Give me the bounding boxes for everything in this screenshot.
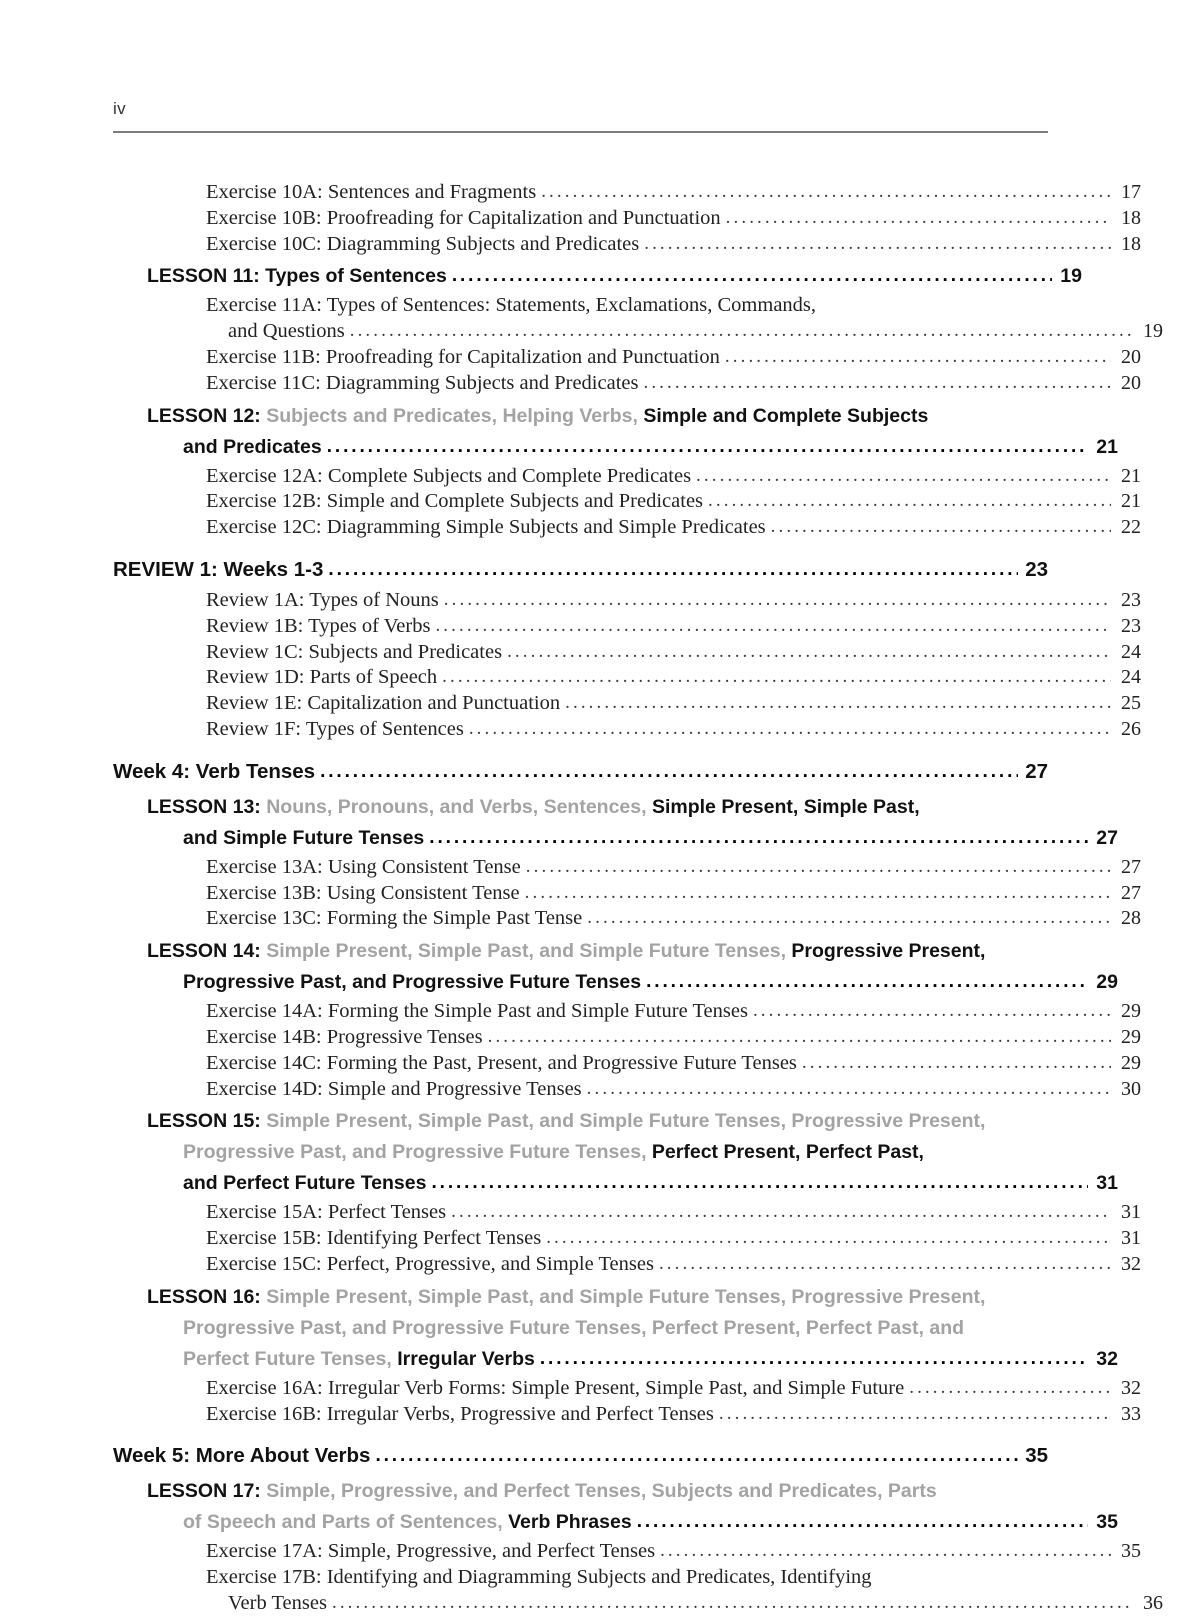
toc-entry-text: [183, 1313, 964, 1344]
toc-entry-line: [113, 1440, 1048, 1472]
dot-leader: [696, 466, 1111, 487]
toc-entry-text: [206, 1077, 582, 1103]
entry-title: Exercise 14D: Simple and Progressive Tenses: [206, 1077, 582, 1100]
toc-entry[interactable]: [113, 261, 1082, 292]
page-number-value: 35: [1096, 1511, 1118, 1534]
page-number-value: 18: [1121, 232, 1141, 255]
dot-leader: [429, 828, 1088, 848]
previous-topics: Simple Present, Simple Past, and Simple Future Tenses, Progressive Present,: [266, 1285, 986, 1308]
toc-entry-text: [206, 1539, 655, 1565]
header-divider: [113, 131, 1048, 133]
lesson-label: LESSON 17:: [147, 1480, 267, 1503]
page-number-value: 26: [1121, 717, 1141, 740]
toc-entry[interactable]: [113, 614, 1141, 640]
toc-entry-text: [206, 293, 816, 319]
previous-topics: Progressive Past, and Progressive Future Tenses, Perfect Present, Perfect Past, and: [183, 1316, 965, 1339]
toc-entry[interactable]: [113, 1077, 1141, 1103]
toc-entry-text: [206, 345, 720, 371]
toc-entry-line: [206, 1376, 1141, 1402]
page-header: [113, 100, 1048, 133]
entry-title: and Questions: [228, 320, 345, 343]
toc-entry-line: [113, 554, 1048, 586]
toc-entry[interactable]: [113, 936, 1118, 998]
page-number-value: 29: [1121, 1000, 1141, 1023]
dot-leader: [909, 1378, 1111, 1399]
toc-entry-line: [206, 515, 1141, 541]
toc-entry-line: [147, 1106, 1082, 1137]
toc-entry-line: [206, 371, 1141, 397]
toc-entry[interactable]: [113, 1282, 1118, 1375]
toc-entry[interactable]: [113, 1252, 1141, 1278]
toc-entry-line: [206, 345, 1141, 371]
toc-entry[interactable]: [113, 665, 1141, 691]
toc-entry[interactable]: [113, 489, 1141, 515]
entry-title: Exercise 11A: Types of Sentences: Statements, Exclamations, Commands,: [206, 294, 817, 317]
entry-title: Exercise 10B: Proofreading for Capitalization and Punctuation: [206, 206, 721, 229]
toc-entry-text: [206, 1376, 904, 1402]
toc-entry-line: [147, 1313, 1118, 1344]
toc-entry-text: [206, 999, 748, 1025]
toc-entry-line: [147, 1344, 1118, 1375]
toc-entry-text: [147, 1476, 937, 1507]
toc-entry-text: [228, 1591, 327, 1617]
toc-entry-text: [206, 232, 639, 258]
toc-entry-text: [183, 823, 424, 854]
new-topics: Verb Phrases: [508, 1511, 632, 1534]
toc-entry[interactable]: [113, 464, 1141, 490]
toc-entry[interactable]: [113, 345, 1141, 371]
toc-entry-line: [206, 1200, 1141, 1226]
entry-title: REVIEW 1: Weeks 1-3: [113, 557, 324, 581]
page-number-value: 30: [1121, 1077, 1141, 1100]
toc-entry-text: [206, 1200, 446, 1226]
page-number-value: 25: [1121, 692, 1141, 715]
new-topics: Perfect Present, Perfect Past,: [651, 1141, 924, 1164]
toc-entry-line: [147, 792, 1082, 823]
dot-leader: [771, 517, 1111, 538]
toc-entry-line: [206, 206, 1141, 232]
toc-entry-text: [206, 180, 536, 206]
toc-entry-text: [147, 401, 928, 432]
entry-title: Exercise 16A: Irregular Verb Forms: Simple Present, Simple Past, and Simple Future: [206, 1376, 905, 1399]
new-topics: Progressive Past, and Progressive Future Tenses: [183, 971, 642, 994]
toc-entry-text: [206, 906, 582, 932]
new-topics: Simple Present, Simple Past,: [651, 795, 920, 818]
toc-entry[interactable]: [113, 691, 1141, 717]
toc-entry-line: [206, 1025, 1141, 1051]
page-number-value: 20: [1121, 345, 1141, 368]
dot-leader: [802, 1053, 1111, 1074]
page-number-value: 23: [1121, 614, 1141, 637]
entry-title: Exercise 11B: Proofreading for Capitalization and Punctuation: [206, 345, 720, 368]
toc-entry[interactable]: [113, 1200, 1141, 1226]
dot-leader: [719, 1404, 1111, 1425]
toc-entry[interactable]: [113, 206, 1141, 232]
toc-entry-line: [147, 1507, 1118, 1538]
page-number-value: 21: [1096, 435, 1118, 458]
toc-entry-text: [206, 371, 638, 397]
table-of-contents: [113, 180, 1163, 1617]
toc-entry-text: [206, 614, 430, 640]
entry-title: Exercise 14A: Forming the Simple Past and Simple Future Tenses: [206, 1000, 748, 1023]
toc-entry-line: [206, 1252, 1141, 1278]
toc-entry-text: [206, 881, 520, 907]
toc-entry-text: [183, 1344, 535, 1375]
page-number-value: 32: [1121, 1252, 1141, 1275]
toc-entry[interactable]: [113, 180, 1141, 206]
toc-entry-line: [206, 1539, 1141, 1565]
dot-leader: [660, 1541, 1111, 1562]
lesson-label: LESSON 11:: [147, 265, 266, 288]
toc-entry-text: [183, 432, 322, 463]
page-number-value: 36: [1143, 1591, 1163, 1614]
toc-entry-line: [147, 1282, 1082, 1313]
toc-entry-line: [206, 1226, 1141, 1252]
page-number-value: 27: [1096, 826, 1118, 849]
toc-entry-line: [147, 1168, 1118, 1199]
toc-entry-line: [206, 881, 1141, 907]
entry-title: Exercise 13A: Using Consistent Tense: [206, 855, 521, 878]
new-topics: Progressive Present,: [791, 940, 986, 963]
toc-entry-line: [113, 756, 1048, 788]
entry-title: Exercise 12C: Diagramming Simple Subjects and Simple Predicates: [206, 516, 766, 539]
toc-entry-text: [206, 855, 521, 881]
toc-entry-line: [147, 936, 1082, 967]
toc-entry-line: [206, 1565, 1141, 1591]
toc-entry-text: [147, 1106, 985, 1137]
toc-entry-line: [206, 180, 1141, 206]
toc-entry[interactable]: [113, 881, 1141, 907]
toc-entry-text: [228, 319, 345, 345]
dot-leader: [726, 208, 1111, 229]
dot-leader: [637, 1512, 1088, 1532]
toc-entry-line: [147, 401, 1082, 432]
entry-title: Exercise 12A: Complete Subjects and Complete Predicates: [206, 464, 692, 487]
toc-entry-line: [206, 319, 1163, 345]
toc-entry-text: [206, 665, 437, 691]
toc-entry-text: [206, 464, 691, 490]
dot-leader: [540, 1349, 1088, 1369]
toc-entry[interactable]: [113, 1226, 1141, 1252]
entry-title: Verb Tenses: [228, 1591, 327, 1614]
page-number-value: 24: [1121, 666, 1141, 689]
toc-entry-text: [206, 1565, 872, 1591]
page-number-value: 24: [1121, 640, 1141, 663]
toc-entry-line: [206, 1402, 1141, 1428]
toc-entry[interactable]: [113, 1376, 1141, 1402]
toc-entry-line: [147, 823, 1118, 854]
toc-entry-line: [206, 1077, 1141, 1103]
page-number-value: 35: [1025, 1444, 1048, 1468]
dot-leader: [526, 857, 1111, 878]
toc-entry[interactable]: [113, 1051, 1141, 1077]
dot-leader: [451, 1202, 1111, 1223]
toc-entry[interactable]: [113, 371, 1141, 397]
toc-entry[interactable]: [113, 717, 1141, 743]
toc-entry-text: [183, 1168, 426, 1199]
page-number-value: 29: [1121, 1025, 1141, 1048]
toc-entry-text: [206, 206, 721, 232]
entry-title: Exercise 13C: Forming the Simple Past Tense: [206, 907, 583, 930]
toc-entry-line: [206, 855, 1141, 881]
dot-leader: [541, 182, 1111, 203]
toc-entry[interactable]: [113, 554, 1048, 586]
toc-entry[interactable]: [113, 515, 1141, 541]
toc-entry-text: [147, 261, 447, 292]
entry-title: Week 4: Verb Tenses: [113, 759, 316, 783]
dot-leader: [525, 883, 1111, 904]
page-number-value: 31: [1121, 1227, 1141, 1250]
previous-topics: Nouns, Pronouns, and Verbs, Sentences,: [266, 795, 652, 818]
entry-title: Exercise 12B: Simple and Complete Subjects and Predicates: [206, 490, 704, 513]
entry-title: Exercise 17A: Simple, Progressive, and Perfect Tenses: [206, 1540, 656, 1563]
toc-entry-line: [206, 665, 1141, 691]
page-number-value: 19: [1060, 265, 1082, 288]
entry-title: Review 1B: Types of Verbs: [206, 614, 431, 637]
page-number-value: 19: [1143, 320, 1163, 343]
dot-leader: [452, 266, 1052, 286]
dot-leader: [753, 1001, 1111, 1022]
dot-leader: [546, 1228, 1111, 1249]
previous-topics: Simple Present, Simple Past, and Simple Future Tenses, Progressive Present,: [266, 1110, 986, 1133]
dot-leader: [646, 972, 1088, 992]
toc-entry[interactable]: [113, 1565, 1163, 1617]
entry-title: Review 1D: Parts of Speech: [206, 666, 438, 689]
page-number-value: 23: [1121, 588, 1141, 611]
page-number-value: 27: [1121, 855, 1141, 878]
toc-entry-text: [147, 792, 920, 823]
toc-entry-line: [206, 1591, 1163, 1617]
entry-title: Exercise 14B: Progressive Tenses: [206, 1025, 483, 1048]
toc-entry-line: [206, 717, 1141, 743]
dot-leader: [488, 1027, 1111, 1048]
page-number-value: 27: [1025, 759, 1048, 783]
toc-entry-text: [113, 554, 323, 586]
toc-entry-line: [206, 232, 1141, 258]
toc-entry-text: [206, 640, 502, 666]
dot-leader: [587, 1079, 1111, 1100]
dot-leader: [643, 373, 1111, 394]
new-topics: Simple and Complete Subjects: [643, 404, 929, 427]
toc-entry-text: [206, 489, 703, 515]
previous-topics: Progressive Past, and Progressive Future Tenses,: [183, 1141, 652, 1164]
entry-title: Review 1F: Types of Sentences: [206, 717, 464, 740]
new-topics: and Perfect Future Tenses: [183, 1172, 427, 1195]
toc-entry-line: [206, 293, 1141, 319]
dot-leader: [565, 693, 1111, 714]
toc-entry-text: [206, 717, 464, 743]
page-number-value: 18: [1121, 206, 1141, 229]
dot-leader: [435, 616, 1111, 637]
toc-entry[interactable]: [113, 1025, 1141, 1051]
toc-entry-text: [113, 756, 315, 788]
toc-entry[interactable]: [113, 855, 1141, 881]
entry-title: Exercise 15C: Perfect, Progressive, and Simple Tenses: [206, 1252, 654, 1275]
toc-entry-text: [183, 1507, 632, 1538]
dot-leader: [431, 1173, 1088, 1193]
dot-leader: [659, 1254, 1111, 1275]
dot-leader: [327, 437, 1088, 457]
page-number-value: 29: [1096, 971, 1118, 994]
entry-title: Exercise 10C: Diagramming Subjects and Predicates: [206, 232, 640, 255]
page-number-value: 21: [1121, 464, 1141, 487]
page-number-value: 21: [1121, 490, 1141, 513]
toc-entry[interactable]: [113, 1476, 1118, 1538]
toc-entry-text: [206, 1402, 714, 1428]
dot-leader: [507, 642, 1111, 663]
entry-title: Exercise 15B: Identifying Perfect Tenses: [206, 1227, 542, 1250]
toc-entry-line: [147, 967, 1118, 998]
page-number-value: 20: [1121, 371, 1141, 394]
toc-entry[interactable]: [113, 401, 1118, 463]
dot-leader: [725, 347, 1111, 368]
toc-entry-line: [206, 640, 1141, 666]
toc-entry[interactable]: [113, 588, 1141, 614]
toc-entry-line: [206, 691, 1141, 717]
previous-topics: of Speech and Parts of Sentences,: [183, 1511, 509, 1534]
toc-entry-text: [206, 515, 766, 541]
new-topics: Types of Sentences: [265, 265, 447, 288]
toc-entry-line: [206, 588, 1141, 614]
toc-entry[interactable]: [113, 906, 1141, 932]
toc-entry-line: [206, 906, 1141, 932]
new-topics: and Predicates: [183, 435, 322, 458]
toc-entry-line: [147, 261, 1082, 292]
new-topics: Irregular Verbs: [397, 1347, 535, 1370]
new-topics: and Simple Future Tenses: [183, 826, 425, 849]
toc-entry[interactable]: [113, 640, 1141, 666]
page-number-value: 28: [1121, 907, 1141, 930]
page-number-value: 32: [1096, 1347, 1118, 1370]
dot-leader: [328, 560, 1018, 581]
entry-title: Exercise 11C: Diagramming Subjects and Predicates: [206, 371, 639, 394]
entry-title: Review 1A: Types of Nouns: [206, 588, 439, 611]
toc-entry-line: [206, 1051, 1141, 1077]
dot-leader: [350, 321, 1133, 342]
toc-entry[interactable]: [113, 293, 1163, 345]
page-number: iv: [113, 99, 126, 118]
entry-title: Exercise 14C: Forming the Past, Present, and Progressive Future Tenses: [206, 1051, 797, 1074]
entry-title: Exercise 13B: Using Consistent Tense: [206, 881, 520, 904]
toc-entry-text: [206, 1051, 797, 1077]
dot-leader: [587, 908, 1111, 929]
lesson-label: LESSON 15:: [147, 1110, 267, 1133]
page-number-value: 23: [1025, 557, 1048, 581]
previous-topics: Simple, Progressive, and Perfect Tenses, Subjects and Predicates, Parts: [266, 1480, 937, 1503]
toc-entry-line: [147, 432, 1118, 463]
toc-entry-text: [147, 1282, 985, 1313]
entry-title: Exercise 10A: Sentences and Fragments: [206, 181, 537, 203]
entry-title: Review 1C: Subjects and Predicates: [206, 640, 503, 663]
previous-topics: Simple Present, Simple Past, and Simple Future Tenses,: [266, 940, 792, 963]
toc-entry-text: [113, 1440, 370, 1472]
toc-entry-line: [206, 999, 1141, 1025]
entry-title: Exercise 15A: Perfect Tenses: [206, 1201, 447, 1224]
entry-title: Exercise 16B: Irregular Verbs, Progressive and Perfect Tenses: [206, 1402, 714, 1425]
dot-leader: [644, 234, 1111, 255]
toc-entry-text: [183, 1137, 924, 1168]
dot-leader: [375, 1446, 1018, 1467]
previous-topics: Perfect Future Tenses,: [183, 1347, 398, 1370]
dot-leader: [332, 1593, 1133, 1614]
toc-entry-line: [147, 1476, 1082, 1507]
toc-entry-text: [206, 1252, 654, 1278]
dot-leader: [320, 762, 1018, 783]
page-number-value: 33: [1121, 1402, 1141, 1425]
lesson-label: LESSON 14:: [147, 940, 267, 963]
entry-title: Week 5: More About Verbs: [113, 1444, 371, 1468]
toc-entry-text: [183, 967, 641, 998]
dot-leader: [469, 719, 1111, 740]
toc-entry-line: [147, 1137, 1118, 1168]
dot-leader: [708, 491, 1111, 512]
toc-entry-text: [206, 691, 560, 717]
lesson-label: LESSON 12:: [147, 404, 267, 427]
page-number-value: 31: [1121, 1201, 1141, 1224]
toc-entry[interactable]: [113, 1539, 1141, 1565]
toc-entry[interactable]: [113, 999, 1141, 1025]
toc-entry-line: [206, 464, 1141, 490]
toc-entry[interactable]: [113, 1106, 1118, 1199]
toc-entry[interactable]: [113, 756, 1048, 788]
toc-entry-text: [206, 1226, 541, 1252]
page-number-value: 31: [1096, 1172, 1118, 1195]
toc-entry[interactable]: [113, 792, 1118, 854]
page-number-value: 32: [1121, 1376, 1141, 1399]
lesson-label: LESSON 13:: [147, 795, 267, 818]
toc-entry[interactable]: [113, 1440, 1048, 1472]
page-number-value: 27: [1121, 881, 1141, 904]
dot-leader: [444, 590, 1111, 611]
toc-entry[interactable]: [113, 1402, 1141, 1428]
page-number-value: 17: [1121, 181, 1141, 203]
page-number-value: 29: [1121, 1051, 1141, 1074]
toc-entry[interactable]: [113, 232, 1141, 258]
toc-entry-text: [147, 936, 985, 967]
dot-leader: [442, 667, 1111, 688]
toc-entry-line: [206, 614, 1141, 640]
entry-title: Review 1E: Capitalization and Punctuation: [206, 692, 561, 715]
page-number-value: 35: [1121, 1540, 1141, 1563]
toc-entry-text: [206, 588, 439, 614]
previous-topics: Subjects and Predicates, Helping Verbs,: [266, 404, 644, 427]
toc-entry-line: [206, 489, 1141, 515]
toc-entry-text: [206, 1025, 483, 1051]
entry-title: Exercise 17B: Identifying and Diagramming Subjects and Predicates, Identifying: [206, 1566, 872, 1589]
page-number-value: 22: [1121, 516, 1141, 539]
lesson-label: LESSON 16:: [147, 1285, 267, 1308]
